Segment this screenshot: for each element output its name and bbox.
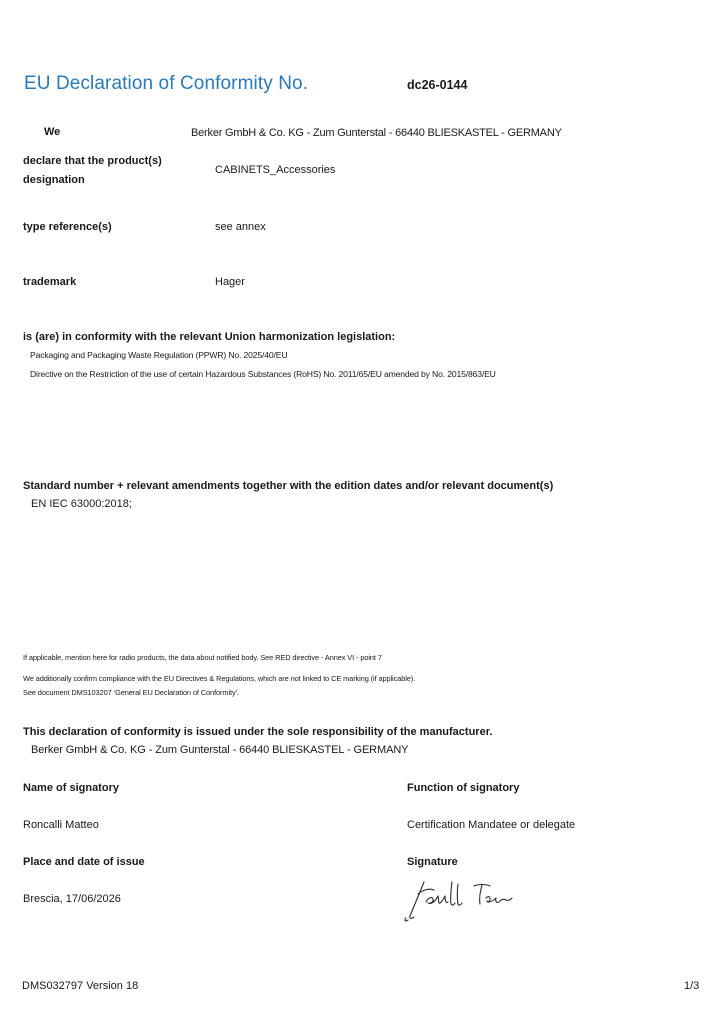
declarant-value: Berker GmbH & Co. KG - Zum Gunterstal - 66440 BLIESKASTEL - GERMANY [191, 127, 562, 139]
signatory-name: Roncalli Matteo [23, 819, 99, 831]
standard-item: EN IEC 63000:2018; [31, 498, 132, 510]
declarant-label: We [44, 126, 61, 138]
signatory-function-label: Function of signatory [407, 782, 520, 794]
handwritten-signature [400, 872, 520, 924]
page-number: 1/3 [684, 980, 700, 992]
type-reference-label: type reference(s) [23, 221, 112, 233]
legislation-item: Directive on the Restriction of the use of certain Hazardous Substances (RoHS) No. 2011/65/EU amended by No. 2015/863/EU [30, 369, 496, 379]
signature-label: Signature [407, 856, 458, 868]
product-designation-value: CABINETS_Accessories [215, 164, 336, 176]
place-date-label: Place and date of issue [23, 856, 145, 868]
compliance-note-line1: We additionally confirm compliance with the EU Directives & Regulations, which are not linked to CE marking (if applicable). [23, 674, 416, 683]
signatory-function: Certification Mandatee or delegate [407, 819, 576, 831]
document-version: DMS032797 Version 18 [22, 980, 139, 992]
type-reference-value: see annex [215, 221, 266, 233]
declaration-number: dc26-0144 [407, 78, 468, 92]
place-date-value: Brescia, 17/06/2026 [23, 893, 121, 905]
legislation-item: Packaging and Packaging Waste Regulation (PPWR) No. 2025/40/EU [30, 350, 288, 360]
legislation-heading: is (are) in conformity with the relevant Union harmonization legislation: [23, 331, 396, 343]
responsibility-statement: This declaration of conformity is issued under the sole responsibility of the manufacturer. [23, 726, 493, 738]
compliance-note-line2: See document DMS103207 ‘General EU Declaration of Conformity’. [23, 688, 240, 697]
trademark-value: Hager [215, 276, 245, 288]
product-label-line1: declare that the product(s) [23, 155, 162, 167]
manufacturer-address: Berker GmbH & Co. KG - Zum Gunterstal - 66440 BLIESKASTEL - GERMANY [31, 744, 409, 756]
standards-heading: Standard number + relevant amendments together with the edition dates and/or relevant document(s) [23, 480, 554, 492]
signatory-name-label: Name of signatory [23, 782, 119, 794]
trademark-label: trademark [23, 276, 77, 288]
product-label-line2: designation [23, 174, 85, 186]
document-title: EU Declaration of Conformity No. [24, 73, 309, 94]
radio-products-note: If applicable, mention here for radio products, the data about notified body. See RED directive - Annex VI - point 7 [23, 653, 382, 662]
